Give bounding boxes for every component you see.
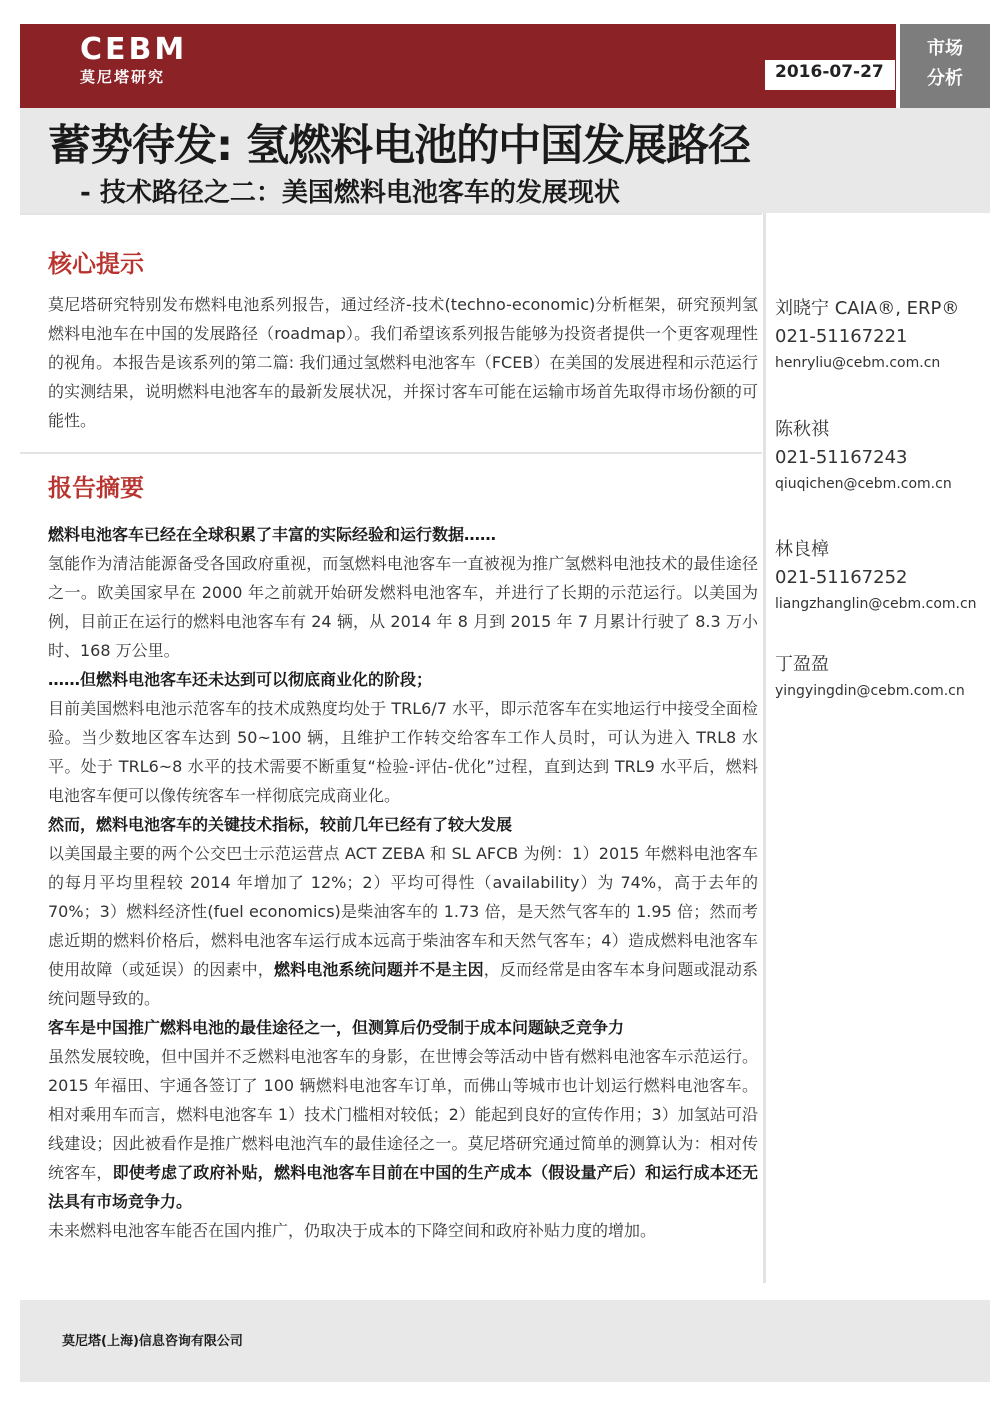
analyst-name: 陈秋祺 bbox=[775, 419, 829, 440]
analyst-3 bbox=[775, 536, 990, 616]
analyst-phone: 021-51167221 bbox=[775, 326, 908, 347]
analyst-email: henryliu@cebm.com.cn bbox=[775, 355, 941, 371]
logo-subtitle: 莫尼塔研究 bbox=[80, 68, 166, 86]
summary-point-4-text-a: 虽然发展较晚，但中国并不乏燃料电池客车的身影，在世博会等活动中皆有燃料电池客车示范运行。2015 年福田、宇通各签订了 100 辆燃料电池客车订单，而佛山等城市也计划运行燃料电池客车。相对乘用车而言，燃料电池客车 1）技术门槛相对较低；2）能起到良好的宣传作用；3）加氢站可沿线建设；因此被看作是推广燃料电池汽车的最佳途径之一。莫尼塔研究通过简单的测算认为：相对传统客车， bbox=[48, 1047, 758, 1182]
report-subtitle: - 技术路径之二：美国燃料电池客车的发展现状 bbox=[80, 178, 620, 208]
category-tag-line1: 市场 bbox=[927, 38, 963, 59]
category-tag-line2: 分析 bbox=[927, 68, 963, 89]
summary-point-2-text: 目前美国燃料电池示范客车的技术成熟度均处于 TRL6/7 水平，即示范客车在实地运行中接受全面检验。当少数地区客车达到 50~100 辆，且维护工作转交给客车工作人员时，可认为进入 TRL8 水平。处于 TRL6~8 水平的技术需要不断重复“检验-评估-优化”过程，直到达到 TRL9 水平后，燃料电池客车便可以像传统客车一样彻底完成商业化。 bbox=[48, 699, 758, 805]
analyst-1 bbox=[775, 295, 990, 375]
summary-point-1-text: 氢能作为清洁能源备受各国政府重视，而氢燃料电池客车一直被视为推广氢燃料电池技术的最佳途径之一。欧美国家早在 2000 年之前就开始研发燃料电池客车，并进行了长期的示范运行。以美国为例，目前正在运行的燃料电池客车有 24 辆，从 2014 年 8 月到 2015 年 7 月累计行驶了 8.3 万小时、168 万公里。 bbox=[48, 554, 758, 660]
analyst-email: qiuqichen@cebm.com.cn bbox=[775, 476, 952, 492]
analyst-name: 丁盈盈 bbox=[775, 654, 829, 675]
summary-heading: 报告摘要 bbox=[48, 474, 144, 502]
analyst-4 bbox=[775, 651, 990, 703]
analyst-name: 林良樟 bbox=[775, 539, 829, 560]
summary-point-2-heading: ……但燃料电池客车还未达到可以彻底商业化的阶段； bbox=[48, 670, 433, 689]
analyst-phone: 021-51167243 bbox=[775, 447, 908, 468]
core-heading: 核心提示 bbox=[48, 250, 144, 278]
column-divider bbox=[763, 213, 766, 1283]
summary-point-3-text-a: 以美国最主要的两个公交巴士示范运营点 ACT ZEBA 和 SL AFCB 为例：1）2015 年燃料电池客车的每月平均里程较 2014 年增加了 12%；2）平均可得性（availability）为 74%，高于去年的 70%；3）燃料经济性(fuel economics)是柴油客车的 1.73 倍，是天然气客车的 1.95 倍；然而考虑近期的燃料价格后，燃料电池客车运行成本远高于柴油客车和天然气客车；4）造成燃料电池客车使用故障（或延误）的因素中， bbox=[48, 844, 758, 979]
summary-conclusion: 未来燃料电池客车能否在国内推广，仍取决于成本的下降空间和政府补贴力度的增加。 bbox=[48, 1221, 657, 1240]
summary-body bbox=[48, 520, 758, 1245]
summary-point-3-bold: 燃料电池系统问题并不是主因 bbox=[273, 960, 484, 979]
summary-point-3-text-c: ，反而经常是由客车本身问题或混动系统问题导致的。 bbox=[48, 960, 758, 1008]
analyst-phone: 021-51167252 bbox=[775, 567, 908, 588]
analyst-2 bbox=[775, 416, 990, 496]
report-title: 蓄势待发: 氢燃料电池的中国发展路径 bbox=[48, 121, 751, 171]
analyst-name: 刘晓宁 CAIA®, ERP® bbox=[775, 298, 960, 319]
footer-company: 莫尼塔(上海)信息咨询有限公司 bbox=[62, 1334, 243, 1349]
analyst-email: liangzhanglin@cebm.com.cn bbox=[775, 596, 977, 612]
summary-point-3-heading: 然而，燃料电池客车的关键技术指标，较前几年已经有了较大发展 bbox=[48, 815, 513, 834]
core-top-divider bbox=[20, 213, 762, 215]
logo-mark: CEBM bbox=[80, 32, 188, 67]
category-tag bbox=[900, 24, 990, 108]
summary-point-1-heading: 燃料电池客车已经在全球积累了丰富的实际经验和运行数据…… bbox=[48, 525, 497, 544]
summary-point-4-bold: 即使考虑了政府补贴，燃料电池客车目前在中国的生产成本（假设量产后）和运行成本还无法具有市场竞争力。 bbox=[48, 1163, 758, 1211]
report-date: 2016-07-27 bbox=[775, 62, 884, 82]
core-bottom-divider bbox=[20, 452, 762, 454]
summary-point-4-text bbox=[48, 1042, 758, 1216]
core-text: 莫尼塔研究特别发布燃料电池系列报告，通过经济-技术(techno-economic)分析框架，研究预判氢燃料电池车在中国的发展路径（roadmap）。我们希望该系列报告能够为投资者提供一个更客观理性的视角。本报告是该系列的第二篇: 我们通过氢燃料电池客车（FCEB）在美国的发展进程和示范运行的实测结果，说明燃料电池客车的最新发展状况，并探讨客车可能在运输市场首先取得市场份额的可能性。 bbox=[48, 295, 758, 430]
analyst-email: yingyingdin@cebm.com.cn bbox=[775, 683, 965, 699]
summary-point-3-text bbox=[48, 839, 758, 1013]
summary-point-4-heading: 客车是中国推广燃料电池的最佳途径之一，但测算后仍受制于成本问题缺乏竞争力 bbox=[48, 1018, 625, 1037]
cebm-logo bbox=[80, 32, 200, 95]
